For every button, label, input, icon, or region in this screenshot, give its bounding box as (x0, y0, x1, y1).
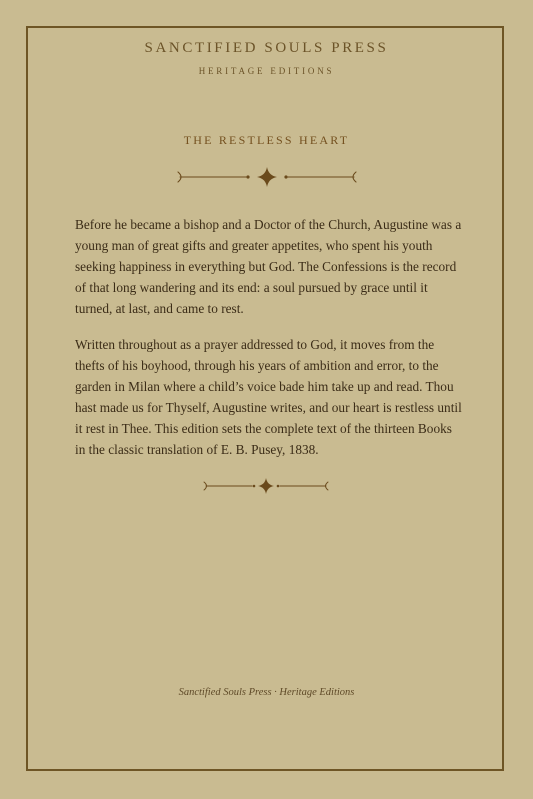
section-title: THE RESTLESS HEART (183, 133, 350, 147)
bottom-ornament-icon (202, 477, 330, 495)
body-paragraph: Before he became a bishop and a Doctor of the Church, Augustine was a young man of great gifts and greater appetites, who spent his youth seeking happiness in everything but God. The Confessions is the record of that long wandering and its end: a soul pursued by grace until it turned, at last, and came to rest. (75, 217, 462, 316)
publisher-name: SANCTIFIED SOULS PRESS (144, 40, 389, 56)
footer-imprint: Sanctified Souls Press · Heritage Editions (178, 687, 355, 698)
body-paragraph: Written throughout as a prayer addressed to God, it moves from the thefts of his boyhood, through his years of ambition and error, to the garden in Milan where a child’s voice bade him take up and read. Thou hast made us for Thyself, Augustine writes, and our heart is restless until it rest in Thee. This edition sets the complete text of the thirteen Books in the classic translation of E. B. Pusey, 1838. (75, 337, 462, 457)
imprint-name: HERITAGE EDITIONS (198, 66, 335, 76)
top-ornament-icon (176, 166, 358, 188)
body-text (75, 214, 465, 475)
